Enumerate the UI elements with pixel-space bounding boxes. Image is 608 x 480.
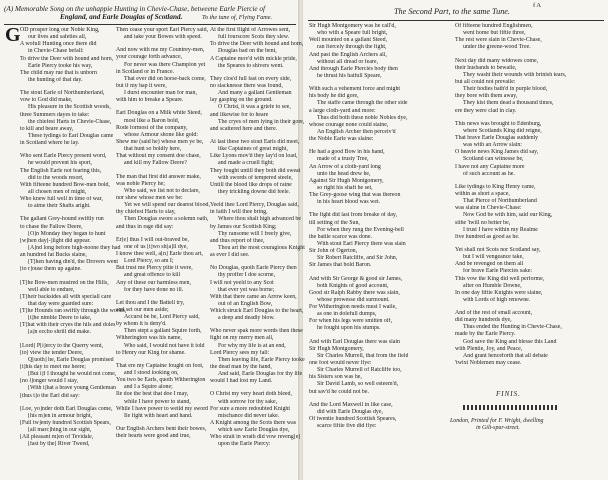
verse-line: under the greene-wood Tree.	[463, 44, 531, 51]
verse-line: out of an English Bow,	[218, 300, 273, 307]
verse-line: Who never spak more words then these	[210, 328, 303, 335]
verse-line: [T]hen having din'd, the Drovers went	[28, 259, 119, 266]
verse-line: I trust I have within my Realme	[463, 226, 538, 233]
verse-line: But trust me Piercy pitie it were,	[116, 265, 193, 272]
verse-line: Sir James that bold Baron.	[309, 262, 372, 269]
verse-line: and thus report of thee,	[210, 237, 265, 244]
verse-line: To drive the Deer with hound and horn,	[210, 41, 304, 48]
verse-line: did many hundreds dye,	[455, 317, 512, 324]
verse-line: whose Armour shone like gold:	[124, 131, 198, 138]
verse-line: and scattered here and there.	[210, 125, 278, 132]
verse-line: OD prosper long our Noble King,	[20, 27, 100, 33]
verse-line: he thrust his hatfull Speare,	[317, 72, 382, 79]
verse-line: made by the Earle Piercy.	[455, 331, 516, 338]
verse-line: Against Sir Hugh Montgomery,	[309, 177, 384, 184]
verse-line: [fast by the] River Tweed,	[28, 441, 90, 448]
verse-line: your courage forth advance,	[116, 54, 183, 61]
verse-line: five hundred as good as he.	[455, 233, 520, 240]
verse-line: Of twentie hundred Scottish Speares,	[309, 416, 397, 423]
verse-line: a deep and deadly blow.	[218, 315, 275, 322]
verse-line: An Arrow of a cloth-yard long	[309, 163, 381, 170]
title-line-2: England, and Earle Douglas of Scotland.	[60, 13, 183, 22]
verse-line: three Summers dayes to take:	[20, 111, 90, 118]
verse-line: The English Earle not fearing this,	[20, 167, 102, 174]
verse-line: Shew me (said he) whose men ye be,	[116, 138, 204, 145]
verse-line: The child may rue that is unborn	[20, 69, 97, 76]
verse-line: full fourscore Scots they slew.	[218, 34, 290, 41]
verse-line: [Full tw]enty hundred Scottish Spears,	[20, 420, 111, 427]
verse-line: At last these two stout Earls did meet,	[210, 138, 300, 145]
verse-line: [w]hen day[-]light did appear.	[20, 237, 91, 244]
verse-line: And past the English Archers all,	[309, 51, 387, 58]
verse-line: was slaine in Chevie-Chase:	[455, 205, 522, 212]
verse-line: did with Earle Douglas dye,	[317, 408, 383, 415]
verse-line: Thus ended the Hunting in Chevie-Chase,	[463, 324, 562, 331]
verse-line: went home but fiftie three,	[463, 30, 526, 37]
verse-line: while I have power to stand,	[124, 398, 191, 405]
verse-line: O Christ my very heart doth bleed,	[210, 391, 292, 398]
verse-line: You two be Earls, quoth Witherington	[116, 377, 206, 384]
verse-line: by James our Scottish King;	[210, 223, 277, 230]
verse-line: Then stept a gallant Squire forth,	[124, 328, 202, 335]
verse-line: With such a vehement force and might	[309, 86, 401, 93]
verse-line: While I have power to weild my sword	[116, 405, 209, 412]
verse-line: with sorrow for thy sake,	[218, 398, 278, 405]
verse-line: by whom it is deny'd.	[116, 321, 167, 328]
verse-line: lay gasping on the ground.	[210, 97, 273, 104]
verse-line: [all marc]hing in our sight,	[28, 427, 92, 434]
verse-line: Sir Robert Ratcliffe, and Sir John,	[317, 255, 398, 262]
verse-line: in Chevie-Chase befall:	[28, 48, 84, 55]
verse-line: Lord Piercy sees my fall:	[210, 349, 270, 356]
verse-line: Witherington was his name,	[116, 335, 182, 342]
verse-line: The cryes of men lying in their gore,	[218, 118, 305, 125]
verse-line: The staffe came through the other side	[317, 100, 408, 107]
verse-line: That Pierce of Northumberland	[463, 198, 537, 205]
verse-line: Any of these our harmless men,	[116, 279, 191, 286]
verse-line: was noble Piercy he;	[116, 180, 165, 187]
title-rule	[4, 24, 296, 25]
verse-line: Like tydings to King Henry came,	[455, 183, 536, 190]
verse-line: and great offence to kill	[124, 272, 181, 279]
verse-line: scarce fiftie five did flye:	[317, 423, 377, 430]
verse-line: I know thee well, a[n] Earle thou art,	[116, 250, 203, 257]
verse-line: to chase the Fallow Deere,	[20, 223, 83, 230]
verse-line: No Douglas, quoth Earle Piercy then	[210, 265, 297, 272]
verse-line: his body he did gore,	[309, 93, 359, 100]
verse-line: This news was brought to Edenburg,	[455, 120, 542, 127]
finis-mark: FINIS.	[496, 390, 521, 398]
verse-line: Q[uoth] he, Earle Douglas promised	[28, 356, 114, 363]
verse-line: that ever yet was borne;	[218, 286, 275, 293]
verse-line: An English Archer then perceiv'd	[317, 128, 396, 135]
verse-line: within as short a space,	[455, 190, 510, 197]
verse-line: mischance did never take.	[218, 412, 280, 419]
verse-line: The gallant Grey-hound swiftly run	[20, 216, 104, 223]
verse-line: their husbands to bewaile,	[455, 64, 517, 71]
verse-line: He had a good Bow in his hand,	[309, 149, 385, 156]
verse-line: [t]he nimble Deere to take,	[28, 315, 92, 322]
verse-line: Their bodies bath'd in purple blood,	[463, 86, 548, 93]
verse-line: [a]n eccho shrill did make.	[28, 329, 91, 336]
verse-line: Yet we will spend our dearest blood,	[124, 202, 210, 209]
verse-line: upon the Earle Piercy:	[218, 441, 271, 448]
verse-line: whose prowesse did surmount.	[317, 296, 390, 303]
verse-line: Our English Archers bent their bowes,	[116, 426, 207, 433]
verse-line: they bore with them away,	[455, 93, 518, 100]
verse-line: Er[e] thus I will out-braved be,	[116, 236, 189, 243]
verse-line: And said, Earle Douglas for thy life	[218, 371, 303, 378]
verse-line: [T]heir backsides all with speciall care	[20, 293, 112, 300]
verse-line: as ever I did see.	[210, 252, 250, 259]
verse-line: to Henry our King for shame.	[116, 349, 186, 356]
verse-line: That ere my Captaine fought on foot,	[116, 362, 204, 369]
verse-line: Thus did both these noble Nobles dye,	[317, 114, 408, 121]
verse-line: And of the rest of small account,	[455, 310, 533, 317]
verse-line: that hunt so boldly here,	[124, 146, 182, 153]
verse-line: the dead man by the hand,	[210, 364, 272, 371]
verse-line: [thus t]o the Earl did say:	[20, 392, 80, 399]
verse-line: without all dread or feare,	[317, 58, 379, 65]
left-column-1	[20, 27, 127, 449]
verse-line: [to] view the tender Deere,	[20, 349, 84, 356]
verse-line: most like a Baron bold,	[124, 117, 180, 124]
verse-line: to kill and beare away,	[20, 125, 74, 132]
verse-line: The fight did last from breake of day,	[309, 212, 397, 219]
second-part-title: The Second Part, to the same Tune.	[394, 7, 510, 16]
verse-line: The stout Earle of Northumberland,	[20, 90, 105, 97]
verse-line: but all could not prevaile:	[455, 78, 516, 85]
verse-line: but sav'd he could not be.	[309, 388, 369, 395]
verse-line: [With t]hat a brave young Gentleman	[28, 385, 116, 392]
verse-line: [T]hat with their cryes the hils and doles	[20, 322, 116, 329]
verse-line: [T]he Bow-men mustred on the Hills,	[20, 279, 109, 286]
verse-line: they trickling downe did feele.	[218, 188, 291, 195]
verse-line: That ever did on horse-back come,	[124, 75, 206, 82]
verse-line: Who strait in wrath did vow reveng[e]	[210, 434, 301, 441]
verse-line: Well mounted on a gallant Steed,	[309, 37, 388, 44]
verse-line: and set our men aside;	[116, 306, 169, 313]
verse-line: Then leaving life, Earle Piercy tooke	[218, 356, 305, 363]
verse-line: his Sisters son was he,	[309, 374, 362, 381]
verse-line: one of us [t]wo sh[a]ll dye,	[124, 243, 188, 250]
page-mark: f A	[533, 2, 542, 9]
verse-line: Good sir Ralph Rabby there was slain,	[309, 289, 400, 296]
verse-line: For never was there Champion yet	[124, 61, 206, 68]
verse-line: I durst encounter man for man,	[124, 90, 197, 97]
verse-line: Thy ransome will I freely give,	[218, 230, 292, 237]
verse-line: The Grey-goose wing that was thereon	[309, 192, 401, 199]
verse-line: with swords of tempered steele,	[218, 174, 293, 181]
verse-line: [t]his day to meet me heere;	[20, 364, 86, 371]
verse-line: With that there came an Arrow keen,	[210, 293, 297, 300]
verse-line: At the first flight of Arrowes sent,	[210, 27, 291, 33]
title-line-1: (A) Memorable Song on the unhappie Hunting in Chevie-Chase, betweene Earle Piercie of	[4, 5, 266, 13]
verse-line: Like Lyons mov'd they lay'd on load,	[210, 153, 298, 160]
verse-line: Who said, I would not have it told	[124, 342, 205, 349]
verse-line: the Speares to shivers went.	[218, 62, 284, 69]
verse-line: This vow the King did well performe,	[455, 275, 545, 282]
verse-line: Now God be with him, said our King,	[463, 212, 553, 219]
verse-line: Let thou and I the Battell try,	[116, 299, 185, 306]
verse-line: of such account as he.	[463, 170, 515, 177]
verse-line: and made a cruell fight;	[218, 160, 274, 167]
verse-line: till setting of the Sun,	[309, 219, 360, 226]
verse-line: Sir Charles Murrell, that from the field	[317, 352, 409, 359]
verse-line: Rode formost of the company,	[116, 124, 188, 131]
verse-line: the Noble Earle was slaine:	[309, 136, 374, 143]
verse-line: a large cloth-yard and more:	[309, 107, 376, 114]
verse-line: thy chiefest Harts to slay,	[116, 209, 176, 216]
verse-line: he would prevent his sport,	[28, 160, 92, 167]
verse-line: after on Humble Downe,	[463, 282, 522, 289]
second-part-rule	[308, 20, 604, 21]
verse-line: For when they rung the Evening-bell	[317, 226, 404, 233]
verse-line: Sir Hugh Montgomery,	[309, 345, 364, 352]
verse-line: ere they were clad in clay.	[455, 107, 517, 114]
verse-line: all chosen men of might,	[28, 188, 87, 195]
verse-line: who with a Speare full bright,	[317, 30, 388, 37]
verse-line: as one in dolefull dumps,	[317, 311, 377, 318]
verse-line: and likewise for to heare	[210, 111, 269, 118]
verse-line: like Captaines of great might,	[218, 146, 288, 153]
verse-line: and take your Bowes with speed.	[124, 34, 202, 41]
verse-line: Douglas bad on the bent,	[218, 48, 277, 55]
verse-line: their hearts were good and true,	[116, 433, 191, 440]
verse-line: They fought untill they both did sweat	[210, 167, 301, 174]
verse-line: and I stood looking on,	[124, 370, 179, 377]
verse-line: Next day did many widowes come,	[455, 57, 539, 64]
verse-line: That brave Earle Douglas suddenly	[455, 134, 539, 141]
verse-line: [All pleasant m]en of Tevidale,	[20, 434, 94, 441]
verse-line: To drive the Deer with hound and horn,	[20, 55, 114, 62]
verse-line: Scotland can witnesse be,	[463, 156, 524, 163]
verse-line: These tydings to Earl Douglas came	[28, 132, 114, 139]
left-column-2	[116, 27, 210, 440]
verse-line: [O]n Monday they began to hunt	[28, 230, 106, 237]
verse-line: ran fiercely through the fight,	[317, 44, 387, 51]
verse-line: For why my life is at an end,	[218, 342, 286, 349]
verse-line: Ile fight with heart and hand.	[124, 412, 193, 419]
verse-line: O heavie news King James did say,	[455, 149, 539, 156]
verse-line: In one day fiftie Knights were slaine,	[455, 289, 543, 296]
verse-line: And with Sir George & good sir James,	[309, 275, 403, 282]
verse-line: Then cease your sport Earl Piercy said,	[116, 27, 209, 33]
ornament-rule	[463, 405, 559, 410]
verse-line: A Knight among the Scots there was	[210, 420, 297, 427]
verse-line: They clos'd full fast on every side,	[210, 75, 292, 82]
verse-line: And many a gallant Gentleman	[218, 90, 292, 97]
verse-line: Yet shall not Scots nor Scotland say,	[455, 246, 541, 253]
right-column-1	[309, 23, 408, 430]
verse-line: Who sent Earle Piercy present word,	[20, 153, 107, 160]
verse-line: no slacknesse there was found,	[210, 82, 283, 89]
verse-line: 'twixt Noblemen may cease.	[455, 360, 522, 367]
verse-line: Then Douglas swore a solemn oath,	[124, 216, 209, 223]
verse-line: Sir David Lamb, so well esteem'd,	[317, 381, 399, 388]
verse-line: And now with me my Countrey-men,	[116, 47, 205, 54]
verse-line: Sir Hugh Montgomery was he call'd,	[309, 23, 396, 29]
verse-line: His pleasure in the Scottish woods,	[28, 104, 111, 111]
verse-line: the battle scarce was done.	[309, 233, 372, 240]
verse-line: A Captaine mov'd with mickle pride,	[210, 55, 297, 62]
verse-line: and thus in rage did say:	[116, 223, 174, 230]
verse-line: the hunting of that day.	[28, 76, 83, 83]
verse-line: sithe 'twill no better be,	[455, 219, 511, 226]
verse-line: Yeeld thee Lord Piercy, Douglas said,	[210, 202, 299, 209]
verse-line: For sure a more redoubted Knight	[210, 405, 290, 412]
verse-line: in Scotland or in France.	[116, 68, 175, 75]
verse-line: but I will vengeance take,	[463, 254, 524, 261]
verse-line: For Witherington needs must I waile,	[309, 304, 397, 311]
verse-line: [But i]f I thought he would not come,	[28, 371, 117, 378]
verse-line: that day were guarded sure:	[28, 300, 94, 307]
left-column-3	[210, 27, 305, 449]
verse-line: in his heart blood was wet.	[317, 199, 381, 206]
verse-line: an hundred fat Bucks slaine,	[20, 252, 87, 259]
verse-line: did to the woods resort,	[28, 174, 84, 181]
verse-line: And be revenged on them all	[455, 261, 524, 268]
verse-line: O Christ, it was a griefe to see,	[218, 104, 291, 111]
verse-line: and kill my Fallow Deere?	[124, 160, 187, 167]
verse-line: [to r]ouse them up againe.	[20, 266, 82, 273]
verse-line: Earle Piercy tooke his way,	[28, 62, 93, 69]
verse-line: Sir Charles Murrell of Ratcliffe too,	[317, 367, 402, 374]
verse-line: made of a trusty Tree,	[317, 156, 369, 163]
verse-line: Earl Douglas on a Milk white Steed,	[116, 110, 202, 117]
verse-line: Thou art the most couragious Knight	[218, 244, 305, 251]
verse-line: well able to endure,	[28, 286, 75, 293]
verse-line: but if my hap it were,	[116, 82, 167, 89]
verse-line: Lord Piercy, so am I;	[124, 258, 174, 265]
verse-line: Untill the blood like drops of raine	[210, 181, 292, 188]
verse-line: With stout Earl Piercy there was slain	[317, 240, 406, 247]
verse-line: where Scotlands King did reigne,	[463, 127, 542, 134]
verse-line: he fought upon his stumps.	[317, 325, 381, 332]
imprint-line-1: London, Printed for F. Wright, dwelling	[450, 418, 544, 424]
verse-line: thy proffer I doe scorne,	[218, 272, 275, 279]
verse-line: the chiefest Harts in Chevie-Chase,	[28, 118, 112, 125]
verse-line: Accurst be he, Lord Piercy said,	[124, 314, 200, 321]
verse-line: A wofull Hunting once there did	[20, 41, 97, 48]
verse-line: Of fifteene hundred Englishmen,	[455, 23, 533, 29]
verse-line: so right his shaft he set,	[317, 184, 373, 191]
verse-line: [no l]onger would I stay,	[20, 378, 79, 385]
verse-line: God save the King and blesse this Land	[463, 338, 557, 345]
verse-line: with Plentie, Joy, and Peace,	[455, 345, 523, 352]
verse-line: They washt their wounds with brinish tears,	[463, 71, 567, 78]
verse-line: Sir John of Ogerton,	[309, 248, 358, 255]
verse-line: with him to breake a Speare.	[116, 97, 184, 104]
verse-line: And grant henceforth that all debate	[463, 352, 548, 359]
verse-line: Where thou shalt high advanced be	[218, 216, 301, 223]
verse-line: our lives and safeties all,	[28, 34, 87, 41]
verse-line: vow to God did make,	[20, 97, 73, 104]
verse-line: And through Earle Pierciés body then	[309, 65, 398, 72]
verse-line: And with Earl Douglas there was slain	[309, 338, 400, 345]
verse-line: And the Lord Maxwell in like case,	[309, 401, 393, 408]
verse-line: The man that first did answer make,	[116, 173, 201, 180]
verse-line: Which struck Earl Douglas to the heart,	[210, 308, 304, 315]
verse-line: [T]he Hounds ran swiftly through the woods,	[20, 308, 127, 315]
verse-line: which saw Earle Douglas dye,	[218, 427, 290, 434]
verse-line: The rest were slain in Chevie-Chase,	[455, 37, 542, 44]
verse-line: for brave Earle Pierciés sake:	[463, 268, 533, 275]
verse-line: for they have done no ill.	[124, 286, 184, 293]
verse-line: With fifteene hundred Bow-men bold,	[20, 181, 110, 188]
verse-line: [Loe, yo]nder doth Earl Douglas come,	[20, 405, 113, 412]
verse-line: nor shew whose men we be:	[116, 194, 183, 201]
verse-line: Who knew full well in time of war,	[20, 196, 103, 203]
verse-line: [Lord] P[i]ercy to the Querry went,	[20, 342, 104, 349]
verse-line: and I a Squire alone;	[124, 384, 173, 391]
imprint-line-2: in Gilt-spur-street.	[476, 425, 520, 432]
verse-line: in faith I will thee bring,	[210, 209, 268, 216]
verse-line: to aime their Shafts aright.	[28, 203, 91, 210]
drop-cap: G	[5, 24, 21, 46]
verse-line: Who said, we list not to declare,	[124, 187, 200, 194]
verse-line: I will not yeeld to any Scot	[210, 279, 274, 286]
verse-line: both Knights of good account,	[317, 282, 389, 289]
verse-line: was with an Arrow slain:	[463, 142, 522, 149]
verse-line: For when his legs were smitten off,	[309, 318, 393, 325]
verse-line: fight on my merry men all,	[210, 335, 274, 342]
printer-imprint	[450, 418, 544, 432]
verse-line: would I had lost my Land.	[210, 378, 273, 385]
verse-line: with Lords of high renowne.	[463, 296, 531, 303]
verse-line: whose courage none could staine,	[309, 121, 389, 128]
verse-line: [his m]en in armour bright,	[28, 412, 92, 419]
verse-line: They kist them dead a thousand times,	[463, 100, 554, 107]
tune-note: To the tune of, Flying Fame.	[202, 14, 273, 21]
verse-line: That without my consent doe chase,	[116, 153, 201, 160]
verse-line: I have not any Captaine more	[455, 163, 525, 170]
verse-line: [A]nd long before high-noone they had	[28, 244, 121, 251]
verse-line: Ile doe the best that doe I may,	[116, 391, 189, 398]
verse-line: unto the head drew he,	[317, 170, 371, 177]
verse-line: in Scotland where he lay.	[20, 140, 80, 147]
verse-line: one foot would never flye:	[309, 360, 372, 367]
right-column-2	[455, 23, 566, 367]
